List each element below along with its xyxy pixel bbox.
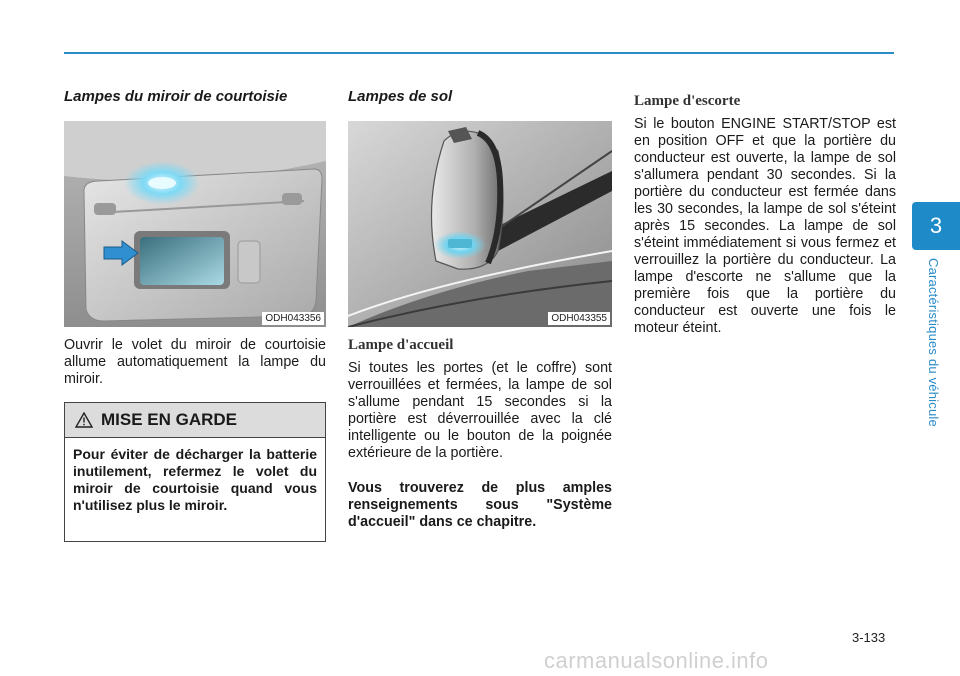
column-escort-lamp	[634, 93, 896, 337]
section-heading-floor-lamps: Lampes de sol	[348, 88, 453, 105]
section-heading-vanity-mirror: Lampes du miroir de courtoisie	[64, 88, 288, 105]
page-number: 3-133	[852, 630, 886, 645]
warning-triangle-icon	[75, 412, 93, 428]
figure-label: ODH043356	[262, 312, 324, 325]
subheading-welcome-lamp: Lampe d'accueil	[348, 337, 454, 353]
warning-header	[65, 403, 325, 438]
paragraph-welcome-lamp: Si toutes les portes (et le coffre) sont verrouillées et fermées, la lampe de sol s'allume pendant 15 secondes si la portière est déverrouillée avec la clé intelligente ou le bouton de la poignée extérieure de la portière.	[348, 360, 612, 461]
vanity-mirror-illustration	[64, 121, 326, 327]
chapter-number-tab[interactable]: 3	[912, 202, 960, 250]
warning-title: MISE EN GARDE	[101, 410, 238, 429]
figure-label: ODH043355	[548, 312, 610, 325]
paragraph-escort-lamp: Si le bouton ENGINE START/STOP est en position OFF et que la portière du conducteur est ouverte, la lampe de sol s'allumera pendant 30 secondes. Si la portière du conducteur est fermée dans les 30 secondes, la lampe de sol s'éteint après 15 secondes. La lampe de sol s'éteint immédiatement si vous fermez et verrouillez la portière du conducteur. La lampe d'escorte ne s'allume que la première fois que la portière du conducteur est ouverte une fois le moteur éteint.	[634, 116, 896, 336]
side-mirror-illustration	[348, 121, 612, 327]
subheading-escort-lamp: Lampe d'escorte	[634, 93, 741, 109]
column-floor-lamps	[348, 88, 612, 531]
paragraph-see-welcome-system: Vous trouverez de plus amples renseignements sous "Système d'accueil" dans ce chapitre.	[348, 480, 612, 530]
warning-text: Pour éviter de décharger la batterie inutilement, refermez le volet du miroir de courtoisie quand vous n'utilisez plus le miroir.	[73, 446, 317, 513]
figure-side-mirror	[348, 121, 612, 327]
chapter-title: Caractéristiques du véhicule	[926, 258, 941, 427]
top-rule	[64, 52, 894, 54]
watermark: carmanualsonline.info	[544, 648, 769, 673]
warning-box	[64, 402, 326, 542]
paragraph-vanity-mirror: Ouvrir le volet du miroir de courtoisie allume automatiquement la lampe du miroir.	[64, 337, 326, 387]
column-vanity-mirror	[64, 88, 326, 388]
figure-vanity-mirror	[64, 121, 326, 327]
